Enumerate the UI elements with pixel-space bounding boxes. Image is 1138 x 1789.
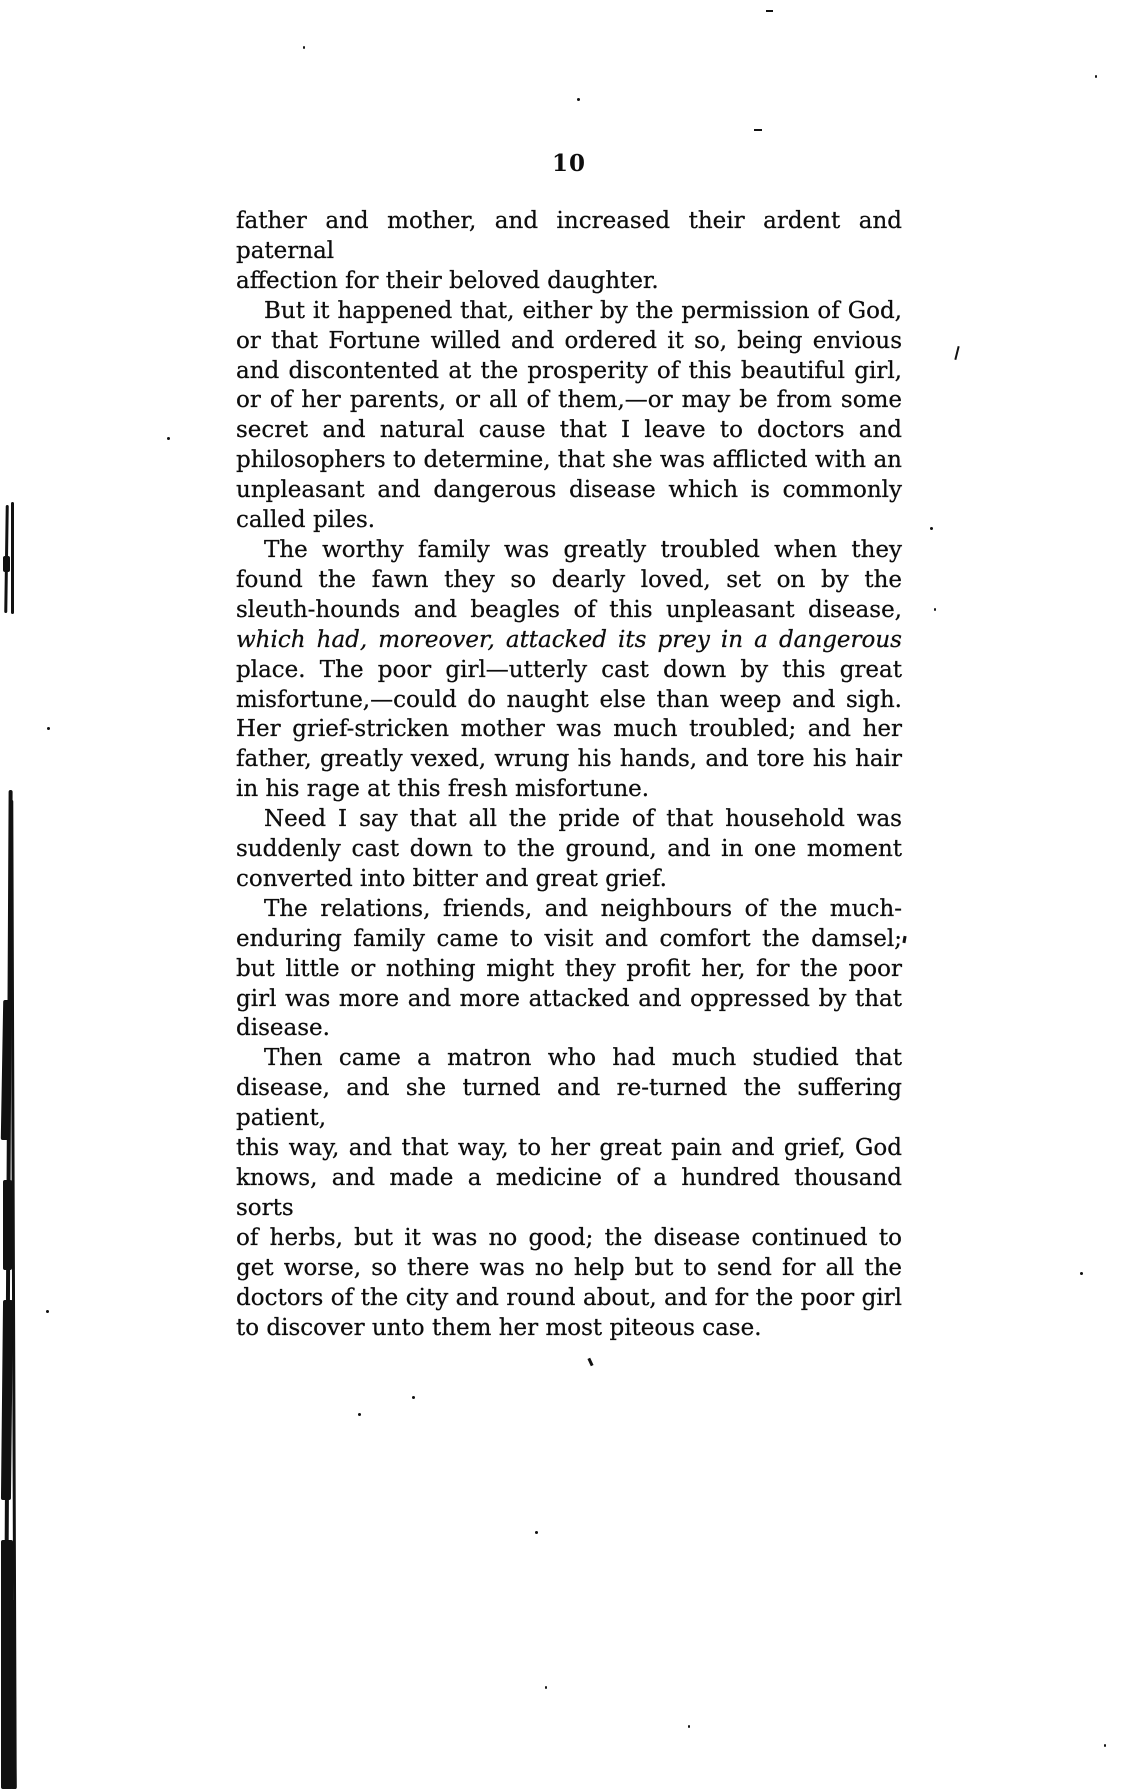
text-line: to discover unto them her most piteous case.: [236, 1314, 762, 1341]
scan-speck: [46, 1310, 49, 1313]
text-line: philosophers to determine, that she was afflicted with an: [236, 447, 902, 474]
text-line: of herbs, but it was no good; the disease continued to: [236, 1224, 902, 1251]
scan-apostrophe-mark: [902, 936, 906, 943]
scan-speck: [47, 727, 50, 730]
text-line: secret and natural cause that I leave to doctors and: [236, 417, 902, 444]
text-line: doctors of the city and round about, and for the poor girl: [236, 1284, 902, 1311]
scan-speck: [1095, 75, 1097, 78]
text-line: sleuth-hounds and beagles of this unpleasant disease,: [236, 596, 902, 623]
scan-speck: [535, 1531, 538, 1534]
paragraph: [236, 1044, 902, 1343]
scan-speck: [412, 1396, 415, 1399]
text-line: get worse, so there was no help but to send for all the: [236, 1254, 902, 1281]
text-line: father and mother, and increased their ardent and paternal: [236, 208, 902, 264]
scan-speck: [1104, 1744, 1106, 1747]
text-line: called piles.: [236, 507, 376, 534]
scan-speck: [934, 608, 936, 611]
text-line: The worthy family was greatly troubled when they: [264, 536, 902, 563]
scan-speck: [358, 1413, 361, 1416]
text-line: enduring family came to visit and comfort the damsel;: [236, 925, 902, 952]
text-line: father, greatly vexed, wrung his hands, and tore his hair: [236, 746, 902, 773]
text-line: which had, moreover, attacked its prey in a dangerous: [236, 626, 902, 653]
text-line: misfortune,—could do naught else than weep and sigh.: [236, 686, 902, 713]
text-line: but little or nothing might they profit her, for the poor: [236, 955, 902, 982]
text-line: The relations, friends, and neighbours of the much-: [264, 895, 902, 922]
text-line: girl was more and more attacked and oppressed by that: [236, 985, 902, 1012]
text-line: and discontented at the prosperity of this beautiful girl,: [236, 357, 902, 384]
text-column: [236, 207, 902, 1343]
text-line: But it happened that, either by the permission of God,: [264, 297, 902, 324]
text-line: place. The poor girl—utterly cast down by this great: [236, 656, 902, 683]
scan-speck: [1080, 1272, 1083, 1275]
paragraph: [236, 805, 902, 895]
text-line: found the fawn they so dearly loved, set on by the: [236, 566, 902, 593]
paragraph: [236, 207, 902, 297]
scan-streak-lower: [3, 1180, 12, 1270]
scan-speck: [930, 527, 933, 530]
text-line: converted into bitter and great grief.: [236, 865, 667, 892]
scan-streak-upper: [11, 502, 14, 614]
scan-speck: [766, 10, 773, 12]
text-line: Need I say that all the pride of that household was: [264, 806, 902, 833]
text-line: unpleasant and dangerous disease which is commonly: [236, 477, 902, 504]
scan-speck: [167, 437, 170, 440]
text-line: Her grief-stricken mother was much troubled; and her: [236, 716, 902, 743]
scan-tick-mark: [587, 1358, 593, 1367]
scan-speck: [577, 98, 580, 101]
text-line: or that Fortune willed and ordered it so, being envious: [236, 327, 902, 354]
text-line: suddenly cast down to the ground, and in one moment: [236, 836, 902, 863]
text-line: affection for their beloved daughter.: [236, 267, 659, 294]
text-line: disease, and she turned and re-turned the suffering patient,: [236, 1075, 902, 1132]
text-line: Then came a matron who had much studied that: [264, 1045, 902, 1072]
scan-speck: [754, 129, 762, 131]
scan-speck: [545, 1686, 547, 1689]
text-line: disease.: [236, 1015, 330, 1042]
text-line: in his rage at this fresh misfortune.: [236, 776, 650, 803]
scan-streak-lower: [1, 1300, 13, 1500]
paragraph: [236, 536, 902, 805]
page-number: 10: [551, 150, 586, 177]
text-line: this way, and that way, to her great pain and grief, God: [236, 1135, 902, 1162]
paragraph: [236, 895, 902, 1045]
scan-speck: [688, 1725, 690, 1728]
scan-streak-upper: [3, 556, 10, 572]
text-line: knows, and made a medicine of a hundred thousand sorts: [236, 1165, 902, 1221]
scan-slash-mark: [954, 346, 959, 360]
scan-speck: [303, 46, 305, 49]
paragraph: [236, 297, 902, 536]
text-line: or of her parents, or all of them,—or may be from some: [236, 387, 902, 414]
